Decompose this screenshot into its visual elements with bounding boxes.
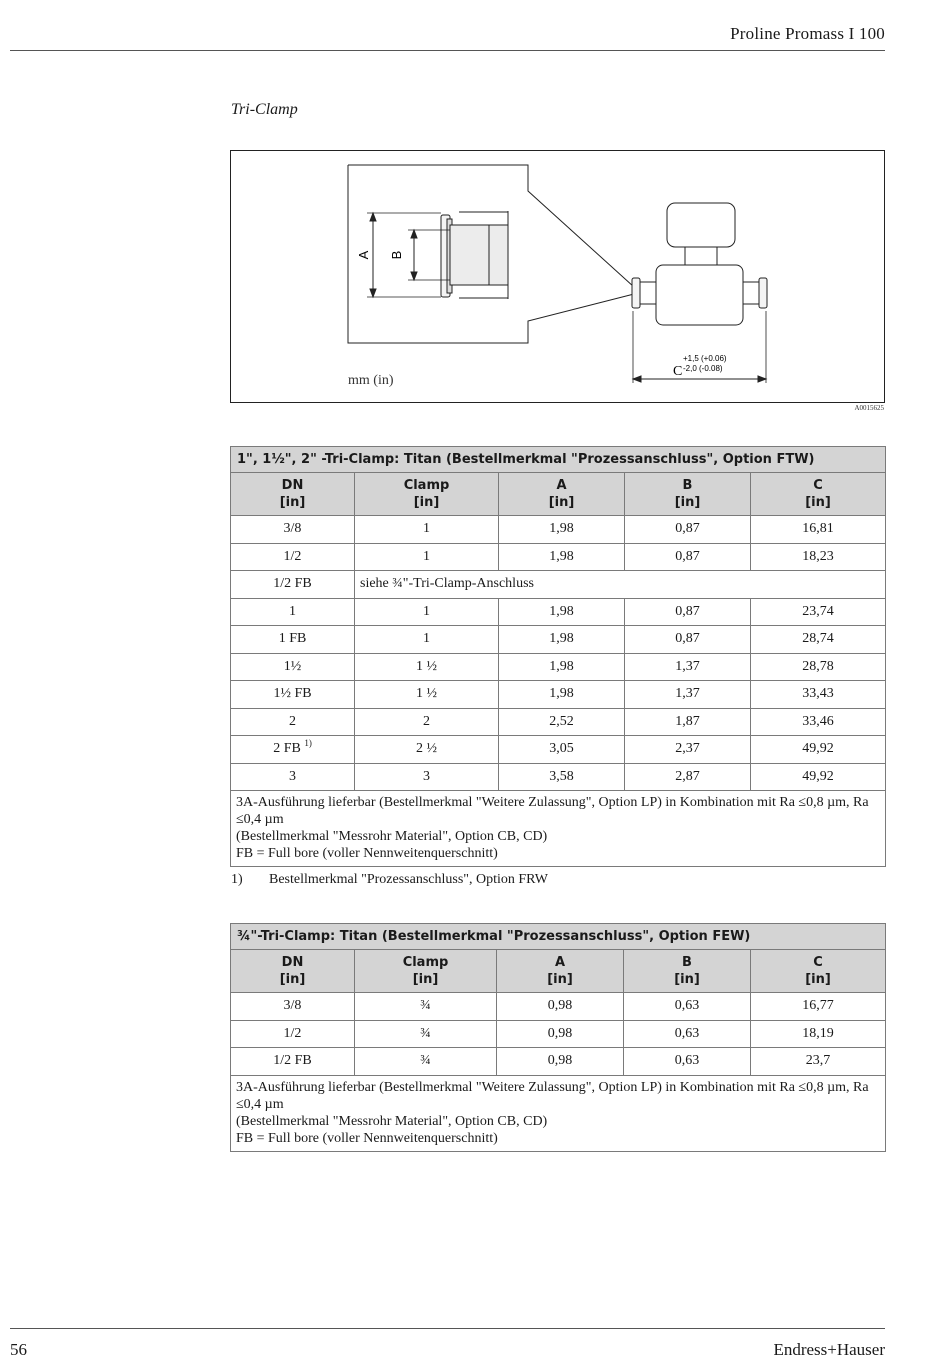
- cell-c: 23,7: [751, 1048, 886, 1076]
- column-header-a: A [in]: [499, 473, 625, 516]
- cell-a: 3,05: [499, 736, 625, 764]
- column-header-clamp: Clamp [in]: [355, 473, 499, 516]
- column-header-a: A [in]: [497, 950, 624, 993]
- header-divider: [10, 50, 885, 51]
- cell-dn: 1½: [231, 653, 355, 681]
- cell-b: 2,87: [625, 763, 751, 791]
- page-number: 56: [10, 1340, 27, 1359]
- cell-dn: 1 FB: [231, 626, 355, 654]
- note-line: 3A-Ausführung lieferbar (Bestellmerkmal "Weitere Zulassung", Option LP) in Kombination mit Ra ≤0,8 µm, Ra ≤0,4 µm: [236, 795, 869, 827]
- cell-b: 0,87: [625, 543, 751, 571]
- table-caption: ¾"-Tri-Clamp: Titan (Bestellmerkmal "Prozessanschluss", Option FEW): [231, 924, 886, 950]
- cell-c: 16,81: [751, 516, 886, 544]
- cell-dn: 1/2 FB: [231, 571, 355, 599]
- footnote: [231, 872, 548, 888]
- table-row: [231, 543, 886, 571]
- table-row: [231, 598, 886, 626]
- cell-dn: 3/8: [231, 993, 355, 1021]
- cell-a: 0,98: [497, 1020, 624, 1048]
- table-note: [231, 791, 886, 867]
- cell-dn: 2 FB $^{1)}$: [231, 736, 355, 764]
- tolerance-upper: +1,5 (+0.06): [683, 354, 727, 363]
- footnote-text: Bestellmerkmal "Prozessanschluss", Option FRW: [269, 872, 548, 887]
- cell-c: 18,23: [751, 543, 886, 571]
- cell-clamp: 1 ½: [355, 681, 499, 709]
- table-row: [231, 763, 886, 791]
- cell-c: 18,19: [751, 1020, 886, 1048]
- cell-b: 2,37: [625, 736, 751, 764]
- cell-clamp: 1: [355, 543, 499, 571]
- table-row: [231, 516, 886, 544]
- cell-dn: 3: [231, 763, 355, 791]
- cell-b: 1,37: [625, 653, 751, 681]
- tolerance-lower: -2,0 (-0.08): [683, 364, 723, 373]
- cell-b: 1,37: [625, 681, 751, 709]
- cell-a: 1,98: [499, 598, 625, 626]
- table-row: [231, 571, 886, 599]
- column-header-b: B [in]: [624, 950, 751, 993]
- table-row: [231, 736, 886, 764]
- dim-c-label: C: [673, 364, 683, 379]
- dimension-drawing-svg: [231, 151, 884, 402]
- document-title: Proline Promass I 100: [730, 24, 885, 43]
- cell-b: 0,63: [624, 993, 751, 1021]
- table-row: [231, 1048, 886, 1076]
- cell-c: 28,78: [751, 653, 886, 681]
- cell-c: 28,74: [751, 626, 886, 654]
- cell-b: 0,63: [624, 1020, 751, 1048]
- table-note: [231, 1075, 886, 1151]
- column-header-b: B [in]: [625, 473, 751, 516]
- cell-dn: 1½ FB: [231, 681, 355, 709]
- cell-c: 16,77: [751, 993, 886, 1021]
- column-header-dn: DN [in]: [231, 950, 355, 993]
- unit-note: mm (in): [348, 373, 394, 388]
- cell-reference-note: siehe ¾"-Tri-Clamp-Anschluss: [355, 571, 886, 599]
- cell-clamp: ¾: [355, 1048, 497, 1076]
- cell-clamp: ¾: [355, 1020, 497, 1048]
- brand-name: Endress+Hauser: [773, 1340, 885, 1359]
- cell-clamp: 2 ½: [355, 736, 499, 764]
- table-row: [231, 626, 886, 654]
- cell-a: 2,52: [499, 708, 625, 736]
- cell-c: 49,92: [751, 736, 886, 764]
- dimension-drawing: [230, 150, 885, 403]
- dimension-table-ftw: [230, 446, 886, 867]
- table-row: [231, 653, 886, 681]
- column-header-dn: DN [in]: [231, 473, 355, 516]
- cell-clamp: 1: [355, 516, 499, 544]
- cell-a: 1,98: [499, 681, 625, 709]
- cell-a: 3,58: [499, 763, 625, 791]
- section-title: Tri-Clamp: [231, 101, 298, 118]
- column-header-c: C [in]: [751, 950, 886, 993]
- cell-a: 0,98: [497, 1048, 624, 1076]
- cell-clamp: 1 ½: [355, 653, 499, 681]
- table-caption: 1", 1½", 2" -Tri-Clamp: Titan (Bestellmerkmal "Prozessanschluss", Option FTW): [231, 447, 886, 473]
- cell-c: 49,92: [751, 763, 886, 791]
- table-row: [231, 681, 886, 709]
- column-header-c: C [in]: [751, 473, 886, 516]
- note-line: FB = Full bore (voller Nennweitenquerschnitt): [236, 846, 498, 861]
- cell-b: 0,87: [625, 626, 751, 654]
- table-row: [231, 708, 886, 736]
- cell-clamp: 1: [355, 598, 499, 626]
- cell-c: 33,46: [751, 708, 886, 736]
- figure-id: A0015625: [854, 404, 884, 412]
- cell-b: 0,63: [624, 1048, 751, 1076]
- note-line: (Bestellmerkmal "Messrohr Material", Option CB, CD): [236, 829, 548, 844]
- table-note-row: [231, 1075, 886, 1151]
- table-row: [231, 993, 886, 1021]
- cell-a: 1,98: [499, 543, 625, 571]
- dim-b-label: B: [389, 250, 404, 260]
- cell-a: 1,98: [499, 653, 625, 681]
- footer-divider: [10, 1328, 885, 1329]
- table-row: [231, 1020, 886, 1048]
- cell-dn: 1/2: [231, 1020, 355, 1048]
- cell-a: 1,98: [499, 516, 625, 544]
- table-note-row: [231, 791, 886, 867]
- cell-b: 1,87: [625, 708, 751, 736]
- note-line: 3A-Ausführung lieferbar (Bestellmerkmal "Weitere Zulassung", Option LP) in Kombination mit Ra ≤0,8 µm, Ra ≤0,4 µm: [236, 1079, 869, 1112]
- cell-b: 0,87: [625, 516, 751, 544]
- column-header-clamp: Clamp [in]: [355, 950, 497, 993]
- dimension-table-few: [230, 923, 886, 1152]
- cell-c: 33,43: [751, 681, 886, 709]
- table-header-row: [231, 950, 886, 993]
- cell-a: 0,98: [497, 993, 624, 1021]
- cell-a: 1,98: [499, 626, 625, 654]
- note-line: (Bestellmerkmal "Messrohr Material", Option CB, CD): [236, 1113, 548, 1129]
- footnote-number: 1): [231, 872, 243, 887]
- cell-c: 23,74: [751, 598, 886, 626]
- table-header-row: [231, 473, 886, 516]
- cell-b: 0,87: [625, 598, 751, 626]
- cell-dn: 3/8: [231, 516, 355, 544]
- cell-clamp: 3: [355, 763, 499, 791]
- note-line: FB = Full bore (voller Nennweitenquerschnitt): [236, 1130, 498, 1146]
- cell-dn: 1: [231, 598, 355, 626]
- cell-clamp: 2: [355, 708, 499, 736]
- cell-clamp: ¾: [355, 993, 497, 1021]
- cell-dn: 1/2 FB: [231, 1048, 355, 1076]
- cell-dn: 1/2: [231, 543, 355, 571]
- cell-clamp: 1: [355, 626, 499, 654]
- footnote-marker: 1): [304, 738, 312, 749]
- cell-dn: 2: [231, 708, 355, 736]
- dim-a-label: A: [356, 250, 371, 260]
